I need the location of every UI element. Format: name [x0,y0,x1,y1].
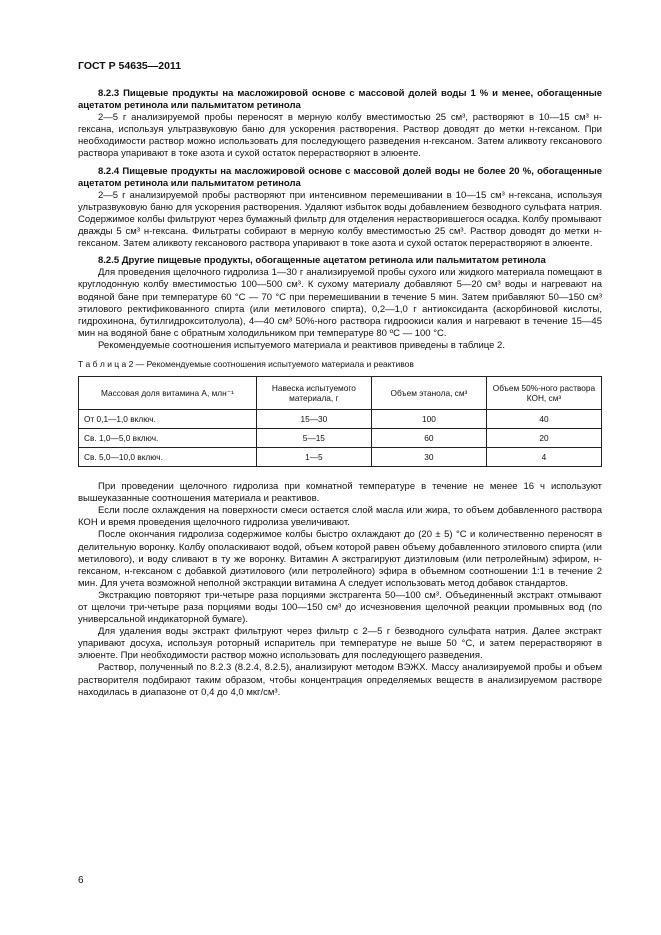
table-cell: Св. 1,0—5,0 включ. [79,429,257,448]
table-cell: Св. 5,0—10,0 включ. [79,448,257,467]
table-cell: 20 [486,429,601,448]
cooling-extraction-text: После окончания гидролиза содержимое колбы быстро охлаждают до (20 ± 5) °С и количественно переносят в делительную воронку. Колбу ополаскивают водой, объем которой равен объему добавленного этилового спирта (или метилового), и воду сливают в ту же воронку. Витамин А экстрагируют диэтиловым (или петролейным) эфиром, н-гексаном, н-гексаном с добавкой диэтилового (или петролейного) эфира в объемном соотношении 1:1 в течение 2 мин. Для учета возможной неполной экстракции витамина А следует использовать метод добавок стандартов. [78,529,602,589]
table-row [79,429,602,448]
table-row [79,410,602,429]
section-8-2-4-text: 2—5 г анализируемой пробы растворяют при интенсивном перемешивании в 10—15 см³ н-гексана, используя ультразвуковую баню для ускорения растворения. Удаляют избыток воды добавлением безводного сульфата натрия. Содержимое колбы фильтруют через бумажный фильтр для отделения нерастворившегося осадка. Колбу промывают дважды 5 см³ н-гексана. Фильтраты собирают в мерную колбу вместимостью 25 см³. Раствор доводят до метки н-гексаном. Затем аликвоту гексанового раствора упаривают в токе азота и сухой остаток перерастворяют в элюенте. [78,189,602,250]
hydrolysis-room-temp-text: При проведении щелочного гидролиза при комнатной температуре в течение не менее 16 ч используют вышеуказанные соотношения материала и реактивов. [78,481,602,505]
section-8-2-3-text: 2—5 г анализируемой пробы переносят в мерную колбу вместимостью 25 см³, растворяют в 10—15 см³ н-гексана, используя ультразвуковую баню для ускорения растворения. Раствор доводят до метки н-гексаном. При необходимости раствор можно использовать для последующего разведения н-гексаном. Затем аликвоту гексанового раствора упаривают в токе азота и сухой остаток перерастворяют в элюенте. [78,112,602,160]
table-header-cell: Объем 50%-ного раствора КОН, см³ [486,377,601,410]
water-removal-text: Для удаления воды экстракт фильтруют через фильтр с 2—5 г безводного сульфата натрия. Далее экстракт упаривают досуха, используя роторный испаритель при температуре не выше 50 °С, и затем перерастворяют в элюенте. При необходимости раствор можно использовать для последующего разведения. [78,626,602,662]
page-content [78,88,602,699]
section-8-2-5-title: 8.2.5 Другие пищевые продукты, обогащенные ацетатом ретинола или пальмитатом ретинола [98,255,546,267]
table-cell: 40 [486,410,601,429]
document-header: ГОСТ Р 54635—2011 [78,60,182,72]
table-cell: 100 [371,410,486,429]
table-cell: 60 [371,429,486,448]
table-cell: 5—15 [256,429,371,448]
table-header-cell: Массовая доля витамина А, млн⁻¹ [79,377,257,410]
section-8-2-3-title: 8.2.3 Пищевые продукты на масложировой основе с массовой долей воды 1 % и менее, обогащенные ацетатом ретинола или пальмитатом ретинола [78,88,602,112]
page-number: 6 [78,875,84,886]
table-caption: Т а б л и ц а 2 — Рекомендуемые соотношения испытуемого материала и реактивов [78,358,414,369]
table-header-cell: Объем этанола, см³ [371,377,486,410]
table-header-cell: Навеска испытуемого материала, г [256,377,371,410]
table-cell: 1—5 [256,448,371,467]
ratio-table [78,376,602,467]
section-8-2-5-note: Рекомендуемые соотношения испытуемого материала и реактивов приведены в таблице 2. [98,339,505,351]
repeat-extraction-text: Экстракцию повторяют три-четыре раза порциями экстрагента 50—100 см³. Объединенный экстракт отмывают от щелочи три-четыре раза порциями воды 100—150 см³ до исчезновения щелочной реакции промывных вод (по универсальной индикаторной бумаге). [78,589,602,626]
table-cell: От 0,1—1,0 включ. [79,410,257,429]
section-8-2-5-text: Для проведения щелочного гидролиза 1—30 г анализируемой пробы сухого или жидкого материала помещают в круглодонную колбу вместимостью 100—500 см³. К сухому материалу добавляют 5—20 см³ воды и нагревают на водяной бане при температуре 60 °С — 70 °С при перемешивании в течение 5 мин. Затем прибавляют 50—150 см³ этилового ректификованного спирта (или метилового спирта), 0,2—1,0 г антиоксиданта (аскорбиновой кислоты, гидрохинона, бутилгидрокситолуола), 4—40 см³ 50%-ного раствора гидроокиси калия и нагревают в течение 15—45 мин на водяной бане с обратным холодильником при температуре 80 ºС — 100 °С. [78,267,602,339]
hplc-analysis-text: Раствор, полученный по 8.2.3 (8.2.4, 8.2.5), анализируют методом ВЭЖХ. Массу анализируемой пробы и объем растворителя подбирают таким образом, чтобы концентрация определяемых веществ в анализируемом растворе находилась в диапазоне от 0,4 до 4,0 мкг/см³. [78,662,602,698]
table-cell: 30 [371,448,486,467]
table-cell: 15—30 [256,410,371,429]
table-row [79,448,602,467]
oil-layer-text: Если после охлаждения на поверхности смеси остается слой масла или жира, то объем добавленного раствора КОН и время проведения щелочного гидролиза увеличивают. [78,505,602,529]
table-cell: 4 [486,448,601,467]
section-8-2-4-title: 8.2.4 Пищевые продукты на масложировой основе с массовой долей воды не более 20 %, обогащенные ацетатом ретинола или пальмитатом ретинола [78,165,602,189]
table-header-row [79,377,602,410]
